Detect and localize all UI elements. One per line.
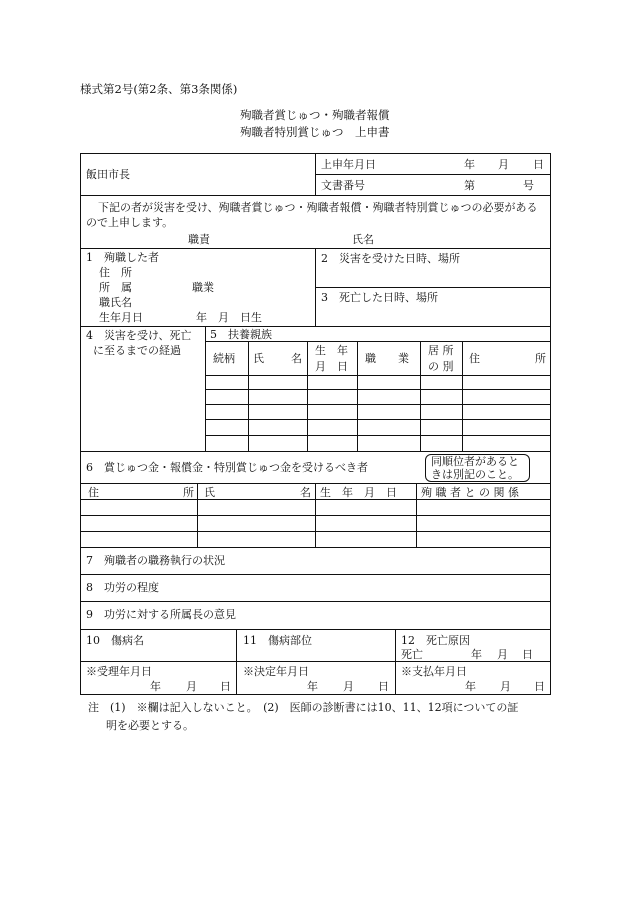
document-number-suffix: 号 xyxy=(523,179,534,192)
item1-address: 住 所 xyxy=(99,266,132,279)
dependents-col-address-b: 所 xyxy=(535,352,546,365)
received-date-label: ※受理年月日 xyxy=(86,665,152,678)
document-number-label: 文書番号 xyxy=(321,179,365,192)
received-year: 年 xyxy=(150,680,161,693)
death-year: 年 xyxy=(471,648,482,661)
item9-heading: 9 功労に対する所属長の意見 xyxy=(86,608,236,621)
note-line-2: 明を必要とする。 xyxy=(106,719,194,732)
recipients-col-address-b: 所 xyxy=(183,486,194,499)
dependents-col-residence-b: の 別 xyxy=(428,360,454,373)
item4-line2: に至るまでの経過 xyxy=(93,344,181,357)
recipients-col-address-a: 住 xyxy=(88,486,99,499)
dependents-col-address-a: 住 xyxy=(469,352,480,365)
statement-text: 下記の者が災害を受け、殉職者賞じゅつ・殉職者報償・殉職者特別賞じゅつの必要があるので上申します。 xyxy=(86,201,538,229)
item1-birth-year: 年 xyxy=(196,311,207,324)
item1-title-name: 職氏名 xyxy=(99,296,132,309)
submission-date-label: 上申年月日 xyxy=(321,158,376,171)
dependents-col-birth-b: 月 日 xyxy=(315,360,348,373)
item2-heading: 2 災害を受けた日時、場所 xyxy=(321,252,460,265)
item12-heading: 12 死亡原因 xyxy=(401,634,470,647)
submission-date-year: 年 xyxy=(464,158,475,171)
recipients-col-relation: 殉 職 者 と の 関 係 xyxy=(421,486,519,499)
item1-occupation: 職業 xyxy=(192,281,214,294)
submission-date-day: 日 xyxy=(533,158,544,171)
decided-year: 年 xyxy=(307,680,318,693)
recipients-col-name-b: 名 xyxy=(300,486,311,499)
item5-heading: 5 扶養親族 xyxy=(210,328,272,341)
death-month: 月 xyxy=(497,648,508,661)
dependents-col-name-b: 名 xyxy=(291,352,302,365)
item8-heading: 8 功労の程度 xyxy=(86,581,159,594)
position-label: 職責 xyxy=(188,233,210,246)
item6-heading: 6 賞じゅつ金・報償金・特別賞じゅつ金を受けるべき者 xyxy=(86,461,368,474)
item4-line1: 4 災害を受け、死亡 xyxy=(86,329,192,342)
item6-note-line2: きは別記のこと。 xyxy=(431,468,519,481)
death-day: 日 xyxy=(522,648,533,661)
item7-heading: 7 殉職者の職務執行の状況 xyxy=(86,554,225,567)
decided-day: 日 xyxy=(378,680,389,693)
item1-birth-label: 生年月日 xyxy=(99,311,143,324)
death-label: 死亡 xyxy=(401,648,423,661)
item6-note-line1: 同順位者があると xyxy=(431,455,519,468)
title-line-1: 殉職者賞じゅつ・殉職者報償 xyxy=(240,108,390,122)
item11-heading: 11 傷病部位 xyxy=(243,634,312,647)
paid-day: 日 xyxy=(534,680,545,693)
item10-heading: 10 傷病名 xyxy=(86,634,144,647)
form-number: 様式第2号(第2条、第3条関係) xyxy=(80,82,238,96)
title-line-2: 殉職者特別賞じゅつ 上申書 xyxy=(240,125,390,139)
item1-birth-month: 月 xyxy=(218,311,229,324)
recipients-col-name-a: 氏 xyxy=(204,486,215,499)
dependents-col-job: 職 業 xyxy=(365,352,409,365)
item1-heading: 1 殉職した者 xyxy=(86,251,159,264)
dependents-col-relation: 続柄 xyxy=(213,352,235,365)
addressee: 飯田市長 xyxy=(86,168,130,181)
dependents-col-name-a: 氏 xyxy=(253,352,264,365)
decided-date-label: ※決定年月日 xyxy=(243,665,309,678)
item1-birth-day: 日生 xyxy=(240,311,262,324)
dependents-col-residence-a: 居 所 xyxy=(428,344,454,357)
decided-month: 月 xyxy=(343,680,354,693)
paid-month: 月 xyxy=(500,680,511,693)
item1-affiliation: 所 属 xyxy=(99,281,132,294)
recipients-col-birth: 生 年 月 日 xyxy=(320,486,397,499)
received-day: 日 xyxy=(220,680,231,693)
name-label: 氏名 xyxy=(352,233,374,246)
item3-heading: 3 死亡した日時、場所 xyxy=(321,291,438,304)
submission-date-month: 月 xyxy=(498,158,509,171)
received-month: 月 xyxy=(186,680,197,693)
document-number-prefix: 第 xyxy=(464,179,475,192)
paid-date-label: ※支払年月日 xyxy=(401,665,467,678)
paid-year: 年 xyxy=(465,680,476,693)
dependents-col-birth-a: 生 年 xyxy=(315,344,348,357)
note-line-1: 注 (1) ※欄は記入しないこと。 (2) 医師の診断書には10、11、12項についての証 xyxy=(88,701,519,714)
